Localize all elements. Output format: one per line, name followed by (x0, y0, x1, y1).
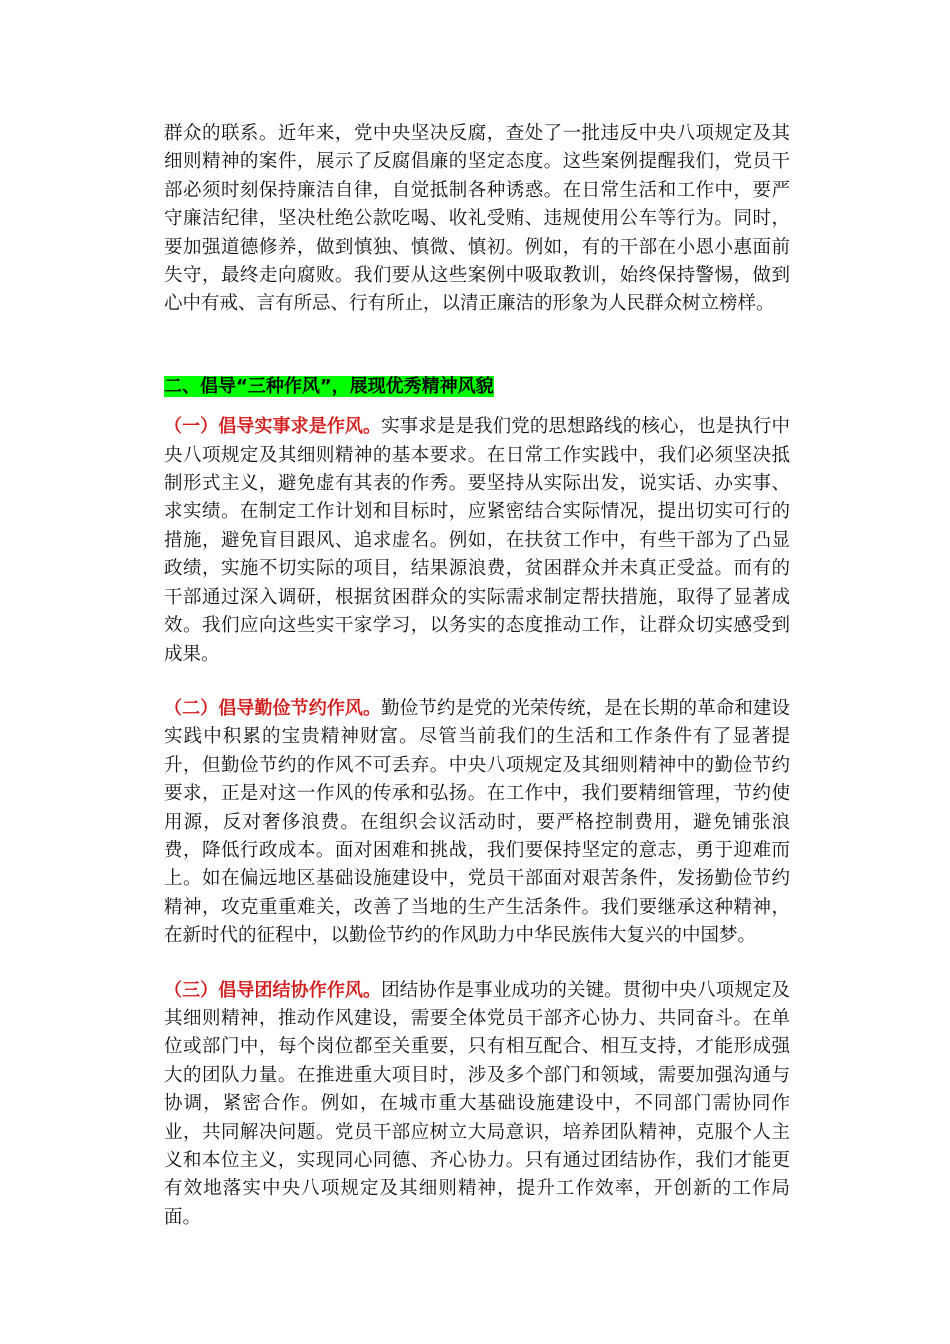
section-heading: 二、倡导“三种作风”，展现优秀精神风貌 (164, 375, 494, 397)
section-1-lead: （一）倡导实事求是作风。 (164, 416, 382, 438)
section-1-paragraph (164, 413, 790, 669)
section-heading-wrap (164, 373, 790, 401)
section-1-body: 实事求是是我们党的思想路线的核心，也是执行中央八项规定及其细则精神的基本要求。在日常工作实践中，我们必须坚决抵制形式主义，避免虚有其表的作秀。要坚持从实际出发，说实话、办实事、求实绩。在制定工作计划和目标时，应紧密结合实际情况，提出切实可行的措施，避免盲目跟风、追求虚名。例如，在扶贫工作中，有些干部为了凸显政绩，实施不切实际的项目，结果源浪费，贫困群众并未真正受益。而有的干部通过深入调研，根据贫困群众的实际需求制定帮扶措施，取得了显著成效。我们应向这些实干家学习，以务实的态度推动工作，让群众切实感受到成果。 (164, 416, 790, 665)
intro-paragraph: 群众的联系。近年来，党中央坚决反腐，查处了一批违反中央八项规定及其细则精神的案件，展示了反腐倡廉的坚定态度。这些案例提醒我们，党员干部必须时刻保持廉洁自律，自觉抵制各种诱惑。在日常生活和工作中，要严守廉洁纪律，坚决杜绝公款吃喝、收礼受贿、违规使用公车等行为。同时，要加强道德修养，做到慎独、慎微、慎初。例如，有的干部在小恩小惠面前失守，最终走向腐败。我们要从这些案例中吸取教训，始终保持警惕，做到心中有戒、言有所忌、行有所止，以清正廉洁的形象为人民群众树立榜样。 (164, 123, 790, 315)
document-body (164, 120, 790, 1258)
section-3-body: 团结协作是事业成功的关键。贯彻中央八项规定及其细则精神，推动作风建设，需要全体党员干部齐心协力、共同奋斗。在单位或部门中，每个岗位都至关重要，只有相互配合、相互支持，才能形成强大的团队力量。在推进重大项目时，涉及多个部门和领域，需要加强沟通与协调，紧密合作。例如，在城市重大基础设施建设中，不同部门需协同作业，共同解决问题。党员干部应树立大局意识，培养团队精神，克服个人主义和本位主义，实现同心同德、齐心协力。只有通过团结协作，我们才能更有效地落实中央八项规定及其细则精神，提升工作效率，开创新的工作局面。 (164, 979, 790, 1228)
section-2-paragraph (164, 695, 790, 951)
section-3-paragraph (164, 977, 790, 1233)
section-2-body: 勤俭节约是党的光荣传统，是在长期的革命和建设实践中积累的宝贵精神财富。尽管当前我们的生活和工作条件有了显著提升，但勤俭节约的作风不可丢弃。中央八项规定及其细则精神中的勤俭节约要求，正是对这一作风的传承和弘扬。在工作中，我们要精细管理，节约使用源，反对奢侈浪费。在组织会议活动时，要严格控制费用，避免铺张浪费，降低行政成本。面对困难和挑战，我们要保持坚定的意志，勇于迎难而上。如在偏远地区基础设施建设中，党员干部面对艰苦条件，发扬勤俭节约精神，攻克重重难关，改善了当地的生产生活条件。我们要继承这种精神，在新时代的征程中，以勤俭节约的作风助力中华民族伟大复兴的中国梦。 (164, 697, 790, 947)
section-3-lead: （三）倡导团结协作作风。 (164, 979, 382, 1001)
spacer (164, 319, 790, 373)
section-2-lead: （二）倡导勤俭节约作风。 (164, 697, 382, 719)
